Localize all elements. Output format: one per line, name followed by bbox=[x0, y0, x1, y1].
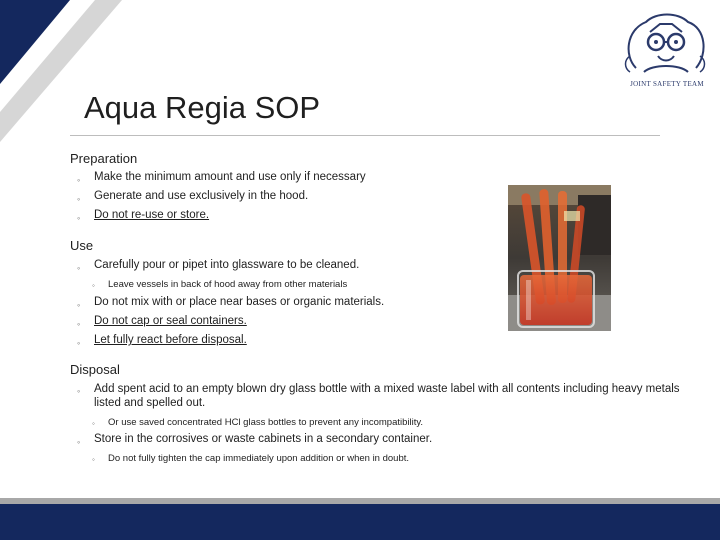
section-heading-disposal: Disposal bbox=[70, 362, 120, 377]
bullet-icon: ◦ bbox=[92, 419, 95, 428]
bullet-icon: ◦ bbox=[77, 213, 81, 223]
bullet-icon: ◦ bbox=[77, 338, 81, 348]
page-title: Aqua Regia SOP bbox=[84, 90, 321, 125]
logo-caption: JOINT SAFETY TEAM bbox=[630, 80, 704, 88]
bullet-icon: ◦ bbox=[77, 319, 81, 329]
footer-band bbox=[0, 504, 720, 540]
aqua-regia-beaker-photo bbox=[508, 185, 611, 331]
bullet-icon: ◦ bbox=[77, 263, 81, 273]
bullet-icon: ◦ bbox=[77, 175, 81, 185]
corner-decoration bbox=[0, 0, 130, 150]
bullet-icon: ◦ bbox=[77, 194, 81, 204]
section-heading-use: Use bbox=[70, 238, 94, 253]
bullet-icon: ◦ bbox=[77, 437, 81, 447]
bullet-icon: ◦ bbox=[77, 300, 81, 310]
section-heading-preparation: Preparation bbox=[70, 151, 138, 166]
title-divider bbox=[70, 135, 660, 136]
bullet-icon: ◦ bbox=[77, 386, 81, 396]
bullet-icon: ◦ bbox=[92, 281, 95, 290]
bullet-icon: ◦ bbox=[92, 455, 95, 464]
